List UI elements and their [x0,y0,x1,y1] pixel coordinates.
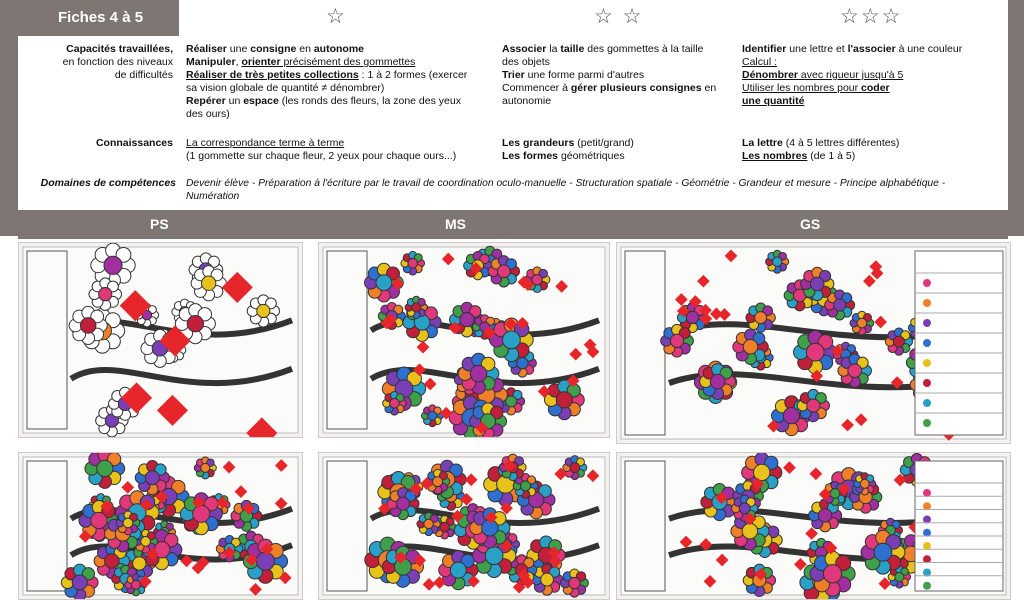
col2-connaissances: Les grandeurs (petit/grand) Les formes géométriques [502,137,634,162]
col3-capacites: Identifier une lettre et l'associer à une couleur Calcul : Dénombrer avec rigueur jusqu'à 5 Utiliser les nombres pour coder une quantité [742,43,963,107]
col1-connaissances: La correspondance terme à terme (1 gommette sur chaque fleur, 2 yeux pour chaque ours...) [186,137,457,162]
worksheet-drawing [19,243,302,437]
worksheet-drawing [617,453,1010,599]
level-gs: GS [800,216,821,232]
level-ms: MS [445,216,466,232]
worksheet-drawing [19,453,302,599]
capacites-label: Capacités travaillées, en fonction des niveaux de difficultés [62,43,173,81]
two-star-icon: ☆ ☆ [594,5,644,28]
worksheet-drawing [617,243,1010,443]
left-frame [0,0,18,236]
three-star-icon: ☆☆☆ [840,5,903,28]
photo-ps-1 [18,242,303,438]
col3-connaissances: La lettre (4 à 5 lettres différentes) Les nombres (de 1 à 5) [742,137,900,162]
photo-ms-2 [318,452,610,600]
right-frame [1008,0,1024,236]
domaines-text: Devenir élève - Préparation à l'écriture par le travail de coordination oculo-manuelle - Structuration spatiale - Géométrie - Grandeur et mesure - Principe alphabétique - Numération [186,178,946,202]
col1-capacites: Réaliser une consigne en autonome Manipuler, orienter précisément des gommettes Réaliser de très petites collections : 1 à 2 formes (exercer sa vision globale de quantité ≠ dénombrer) Repérer un espace (les ronds des fleurs, la zone des yeux des ours) [186,43,468,120]
photo-ps-2 [18,452,303,600]
connaissances-label: Connaissances [95,137,173,149]
page-title: Fiches 4 à 5 [18,0,179,36]
photo-gs-2 [616,452,1011,600]
worksheet-drawing [319,243,609,437]
photo-gs-1 [616,242,1011,444]
worksheet-drawing [319,453,609,599]
level-ps: PS [150,216,169,232]
photo-ms-1 [318,242,610,438]
col2-capacites: Associer la taille des gommettes à la taille des objets Trier une forme parmi d'autres Commencer à gérer plusieurs consignes en autonomie [502,43,717,107]
one-star-icon: ☆ [326,5,347,28]
domaines-label: Domaines de compétences [40,177,176,189]
